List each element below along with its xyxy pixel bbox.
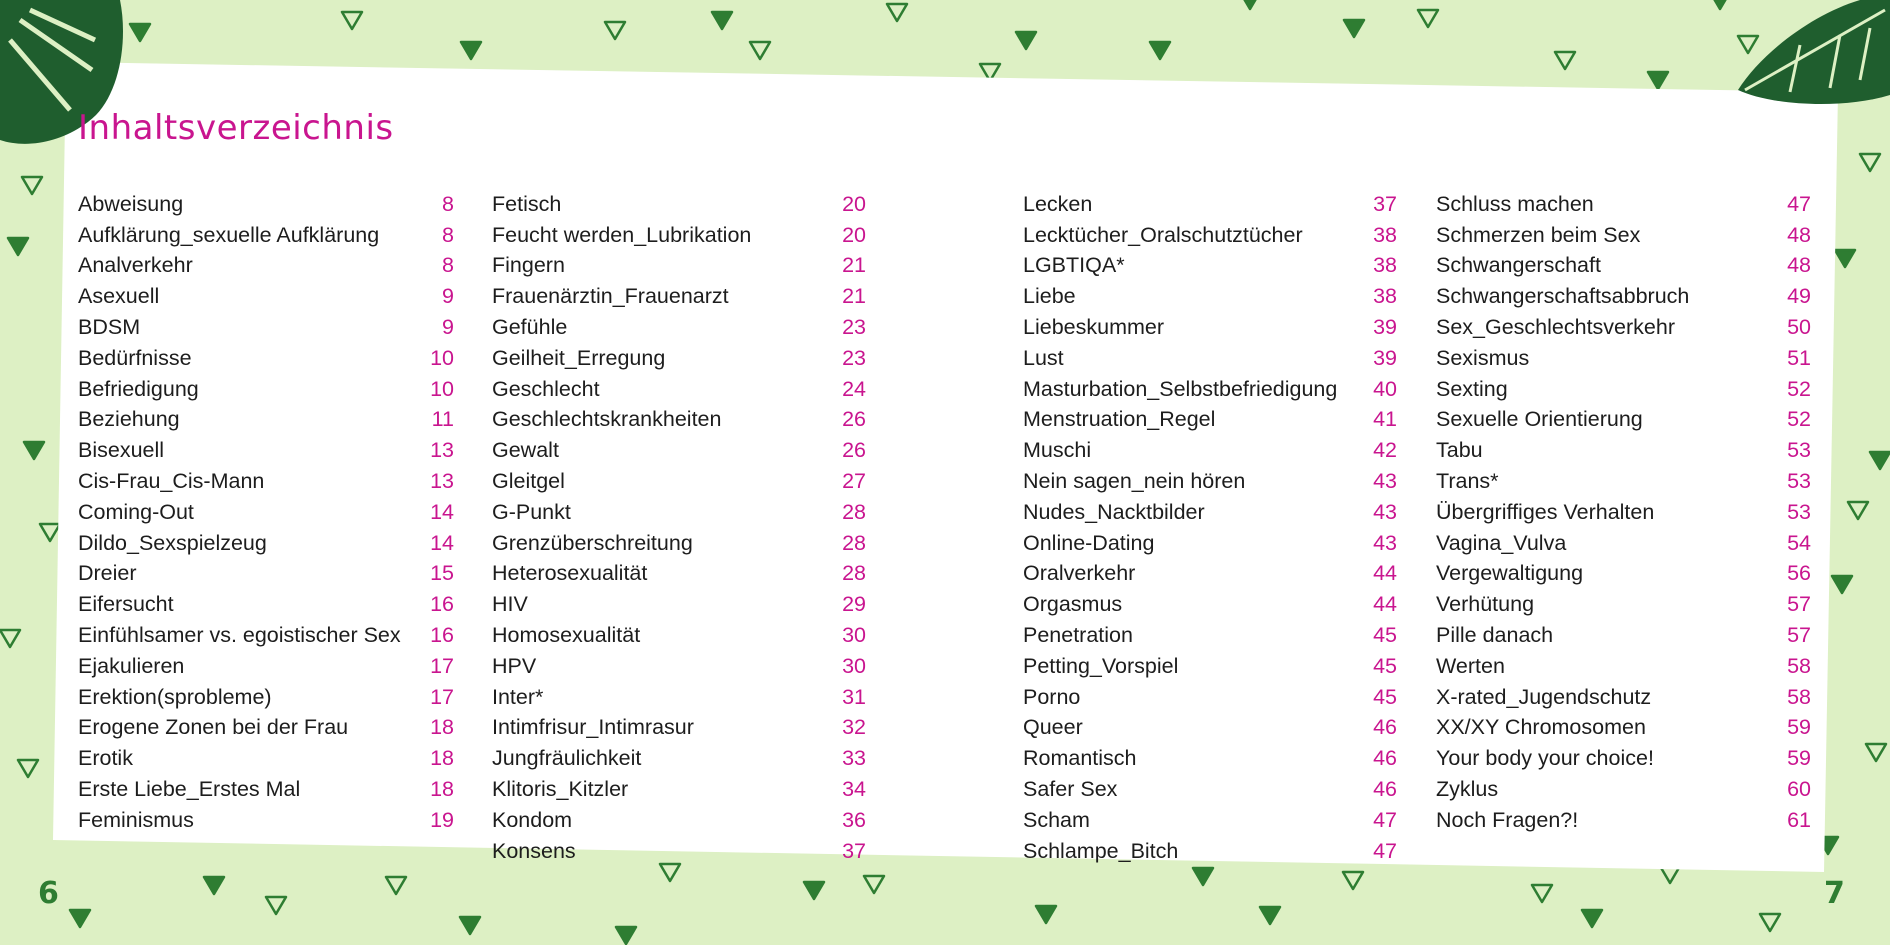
entry-page-number: 18 bbox=[430, 777, 454, 802]
index-entry bbox=[1023, 374, 1397, 405]
entry-page-number: 60 bbox=[1787, 777, 1811, 802]
entry-title: Erektion(sprobleme) bbox=[78, 684, 272, 709]
entry-page-number: 41 bbox=[1373, 407, 1397, 432]
index-entry bbox=[1436, 589, 1811, 620]
entry-page-number: 37 bbox=[1373, 191, 1397, 216]
index-entry bbox=[1436, 559, 1811, 590]
index-entry bbox=[492, 497, 866, 528]
entry-title: HIV bbox=[492, 592, 528, 617]
entry-title: Romantisch bbox=[1023, 746, 1137, 771]
entry-title: Kondom bbox=[492, 807, 573, 832]
entry-page-number: 13 bbox=[430, 469, 454, 494]
index-entry bbox=[1023, 589, 1397, 620]
entry-page-number: 54 bbox=[1787, 530, 1811, 555]
entry-title: Tabu bbox=[1436, 438, 1483, 463]
index-entry bbox=[1023, 528, 1397, 559]
entry-page-number: 45 bbox=[1373, 684, 1397, 709]
entry-title: Fetisch bbox=[492, 191, 562, 216]
entry-page-number: 9 bbox=[442, 315, 454, 340]
entry-page-number: 36 bbox=[842, 807, 866, 832]
entry-title: Liebeskummer bbox=[1023, 315, 1164, 340]
index-entry bbox=[492, 620, 866, 651]
entry-title: Erotik bbox=[78, 746, 133, 771]
index-entry bbox=[1023, 312, 1397, 343]
entry-page-number: 32 bbox=[842, 715, 866, 740]
entry-title: Einfühlsamer vs. egoistischer Sex bbox=[78, 623, 401, 648]
entry-page-number: 23 bbox=[842, 345, 866, 370]
entry-title: Coming-Out bbox=[78, 499, 194, 524]
entry-title: Safer Sex bbox=[1023, 777, 1118, 802]
entry-title: Erste Liebe_Erstes Mal bbox=[78, 777, 301, 802]
index-entry bbox=[1023, 836, 1397, 867]
index-entry bbox=[1436, 312, 1811, 343]
index-entry bbox=[492, 251, 866, 282]
entry-title: Trans* bbox=[1436, 469, 1499, 494]
entry-title: Petting_Vorspiel bbox=[1023, 653, 1179, 678]
entry-title: Sex_Geschlechtsverkehr bbox=[1436, 315, 1675, 340]
entry-title: Geilheit_Erregung bbox=[492, 345, 666, 370]
index-entry bbox=[1436, 281, 1811, 312]
entry-title: Beziehung bbox=[78, 407, 180, 432]
index-entry bbox=[492, 774, 866, 805]
entry-title: HPV bbox=[492, 653, 537, 678]
entry-title: Schluss machen bbox=[1436, 191, 1594, 216]
entry-title: Oralverkehr bbox=[1023, 561, 1136, 586]
entry-page-number: 30 bbox=[842, 653, 866, 678]
entry-page-number: 52 bbox=[1787, 407, 1811, 432]
index-column-2 bbox=[492, 189, 866, 867]
entry-title: Homosexualität bbox=[492, 623, 641, 648]
index-entry bbox=[78, 805, 454, 836]
entry-page-number: 14 bbox=[430, 499, 454, 524]
entry-page-number: 28 bbox=[842, 561, 866, 586]
index-column-1 bbox=[78, 189, 454, 836]
entry-page-number: 59 bbox=[1787, 746, 1811, 771]
entry-title: Verhütung bbox=[1436, 592, 1535, 617]
entry-title: G-Punkt bbox=[492, 499, 571, 524]
index-entry bbox=[1436, 497, 1811, 528]
entry-title: Bisexuell bbox=[78, 438, 165, 463]
entry-title: Ejakulieren bbox=[78, 653, 185, 678]
entry-title: Feucht werden_Lubrikation bbox=[492, 222, 752, 247]
entry-page-number: 14 bbox=[430, 530, 454, 555]
index-entry bbox=[1436, 528, 1811, 559]
entry-page-number: 47 bbox=[1373, 807, 1397, 832]
entry-page-number: 58 bbox=[1787, 684, 1811, 709]
entry-title: Queer bbox=[1023, 715, 1083, 740]
entry-title: Erogene Zonen bei der Frau bbox=[78, 715, 349, 740]
entry-page-number: 43 bbox=[1373, 530, 1397, 555]
entry-title: Lecken bbox=[1023, 191, 1093, 216]
entry-page-number: 57 bbox=[1787, 592, 1811, 617]
entry-title: Gewalt bbox=[492, 438, 559, 463]
entry-page-number: 38 bbox=[1373, 284, 1397, 309]
entry-page-number: 20 bbox=[842, 191, 866, 216]
index-entry bbox=[1023, 713, 1397, 744]
entry-page-number: 18 bbox=[430, 715, 454, 740]
index-entry bbox=[1023, 620, 1397, 651]
index-entry bbox=[492, 713, 866, 744]
entry-page-number: 48 bbox=[1787, 253, 1811, 278]
entry-page-number: 19 bbox=[430, 807, 454, 832]
entry-page-number: 20 bbox=[842, 222, 866, 247]
index-entry bbox=[1436, 220, 1811, 251]
entry-title: Grenzüberschreitung bbox=[492, 530, 693, 555]
index-entry bbox=[78, 312, 454, 343]
index-entry bbox=[1436, 435, 1811, 466]
entry-page-number: 8 bbox=[442, 253, 454, 278]
index-entry bbox=[78, 528, 454, 559]
entry-title: Konsens bbox=[492, 838, 576, 863]
index-entry bbox=[1023, 682, 1397, 713]
index-entry bbox=[1023, 343, 1397, 374]
entry-page-number: 15 bbox=[430, 561, 454, 586]
entry-page-number: 43 bbox=[1373, 499, 1397, 524]
index-entry bbox=[78, 189, 454, 220]
entry-page-number: 46 bbox=[1373, 746, 1397, 771]
entry-page-number: 44 bbox=[1373, 561, 1397, 586]
entry-page-number: 38 bbox=[1373, 253, 1397, 278]
index-entry bbox=[1436, 251, 1811, 282]
index-entry bbox=[1023, 220, 1397, 251]
entry-page-number: 53 bbox=[1787, 499, 1811, 524]
index-entry bbox=[1436, 651, 1811, 682]
entry-title: Abweisung bbox=[78, 191, 184, 216]
entry-title: Your body your choice! bbox=[1436, 746, 1654, 771]
entry-page-number: 28 bbox=[842, 530, 866, 555]
index-entry bbox=[492, 589, 866, 620]
entry-page-number: 58 bbox=[1787, 653, 1811, 678]
entry-page-number: 49 bbox=[1787, 284, 1811, 309]
entry-title: XX/XY Chromosomen bbox=[1436, 715, 1646, 740]
index-entry bbox=[78, 559, 454, 590]
entry-title: Penetration bbox=[1023, 623, 1133, 648]
entry-page-number: 26 bbox=[842, 438, 866, 463]
index-entry bbox=[492, 836, 866, 867]
entry-page-number: 61 bbox=[1787, 807, 1811, 832]
entry-page-number: 45 bbox=[1373, 623, 1397, 648]
entry-page-number: 43 bbox=[1373, 469, 1397, 494]
entry-title: Pille danach bbox=[1436, 623, 1554, 648]
entry-title: Orgasmus bbox=[1023, 592, 1123, 617]
entry-title: LGBTIQA* bbox=[1023, 253, 1125, 278]
entry-title: Intimfrisur_Intimrasur bbox=[492, 715, 694, 740]
index-entry bbox=[492, 528, 866, 559]
entry-title: Schmerzen beim Sex bbox=[1436, 222, 1641, 247]
index-column-3 bbox=[1023, 189, 1397, 867]
index-entry bbox=[492, 682, 866, 713]
index-entry bbox=[1023, 281, 1397, 312]
index-entry bbox=[492, 343, 866, 374]
entry-page-number: 13 bbox=[430, 438, 454, 463]
index-entry bbox=[78, 743, 454, 774]
entry-title: BDSM bbox=[78, 315, 141, 340]
entry-title: Masturbation_Selbstbefriedigung bbox=[1023, 376, 1338, 401]
entry-page-number: 47 bbox=[1373, 838, 1397, 863]
entry-page-number: 10 bbox=[430, 376, 454, 401]
entry-title: Frauenärztin_Frauenarzt bbox=[492, 284, 729, 309]
entry-title: Sexismus bbox=[1436, 345, 1530, 370]
entry-title: Menstruation_Regel bbox=[1023, 407, 1216, 432]
index-entry bbox=[492, 312, 866, 343]
entry-title: Klitoris_Kitzler bbox=[492, 777, 629, 802]
index-entry bbox=[78, 651, 454, 682]
entry-page-number: 16 bbox=[430, 592, 454, 617]
entry-page-number: 21 bbox=[842, 284, 866, 309]
entry-page-number: 45 bbox=[1373, 653, 1397, 678]
entry-title: Scham bbox=[1023, 807, 1090, 832]
entry-page-number: 26 bbox=[842, 407, 866, 432]
entry-title: Lecktücher_Oralschutztücher bbox=[1023, 222, 1303, 247]
entry-title: Inter* bbox=[492, 684, 544, 709]
index-entry bbox=[1436, 682, 1811, 713]
index-column-4 bbox=[1436, 189, 1811, 836]
entry-page-number: 53 bbox=[1787, 469, 1811, 494]
index-entry bbox=[492, 220, 866, 251]
entry-title: X-rated_Jugendschutz bbox=[1436, 684, 1652, 709]
entry-title: Werten bbox=[1436, 653, 1505, 678]
index-entry bbox=[1023, 251, 1397, 282]
index-entry bbox=[1023, 435, 1397, 466]
entry-page-number: 17 bbox=[430, 684, 454, 709]
entry-page-number: 48 bbox=[1787, 222, 1811, 247]
index-entry bbox=[78, 589, 454, 620]
entry-page-number: 9 bbox=[442, 284, 454, 309]
index-entry bbox=[1023, 805, 1397, 836]
index-entry bbox=[1436, 774, 1811, 805]
index-entry bbox=[78, 713, 454, 744]
entry-page-number: 8 bbox=[442, 191, 454, 216]
index-entry bbox=[1023, 466, 1397, 497]
entry-page-number: 44 bbox=[1373, 592, 1397, 617]
entry-title: Noch Fragen?! bbox=[1436, 807, 1579, 832]
entry-page-number: 46 bbox=[1373, 777, 1397, 802]
entry-title: Übergriffiges Verhalten bbox=[1436, 499, 1655, 524]
entry-page-number: 56 bbox=[1787, 561, 1811, 586]
index-entry bbox=[1436, 620, 1811, 651]
palm-leaf-icon bbox=[1738, 0, 1890, 104]
index-entry bbox=[78, 405, 454, 436]
entry-title: Geschlechtskrankheiten bbox=[492, 407, 722, 432]
index-entry bbox=[492, 405, 866, 436]
entry-page-number: 31 bbox=[842, 684, 866, 709]
index-entry bbox=[78, 466, 454, 497]
index-entry bbox=[1023, 405, 1397, 436]
entry-page-number: 28 bbox=[842, 499, 866, 524]
entry-title: Muschi bbox=[1023, 438, 1092, 463]
entry-page-number: 40 bbox=[1373, 376, 1397, 401]
entry-page-number: 47 bbox=[1787, 191, 1811, 216]
index-entry bbox=[1436, 343, 1811, 374]
page-title: Inhaltsverzeichnis bbox=[78, 108, 394, 148]
entry-title: Liebe bbox=[1023, 284, 1076, 309]
entry-title: Schlampe_Bitch bbox=[1023, 838, 1179, 863]
index-entry bbox=[492, 374, 866, 405]
page-number-right: 7 bbox=[1824, 876, 1845, 911]
entry-title: Schwangerschaft bbox=[1436, 253, 1601, 278]
entry-page-number: 11 bbox=[431, 407, 454, 432]
entry-page-number: 23 bbox=[842, 315, 866, 340]
entry-title: Sexuelle Orientierung bbox=[1436, 407, 1643, 432]
index-entry bbox=[492, 651, 866, 682]
entry-page-number: 46 bbox=[1373, 715, 1397, 740]
entry-title: Bedürfnisse bbox=[78, 345, 192, 370]
entry-page-number: 24 bbox=[842, 376, 866, 401]
entry-page-number: 29 bbox=[842, 592, 866, 617]
index-entry bbox=[78, 343, 454, 374]
entry-title: Vergewaltigung bbox=[1436, 561, 1584, 586]
entry-title: Nein sagen_nein hören bbox=[1023, 469, 1246, 494]
entry-title: Fingern bbox=[492, 253, 565, 278]
index-entry bbox=[1023, 189, 1397, 220]
index-entry bbox=[78, 682, 454, 713]
index-entry bbox=[1023, 774, 1397, 805]
entry-page-number: 39 bbox=[1373, 315, 1397, 340]
entry-title: Porno bbox=[1023, 684, 1081, 709]
index-entry bbox=[492, 559, 866, 590]
entry-title: Zyklus bbox=[1436, 777, 1499, 802]
entry-title: Gefühle bbox=[492, 315, 568, 340]
entry-page-number: 38 bbox=[1373, 222, 1397, 247]
index-entry bbox=[1436, 189, 1811, 220]
index-entry bbox=[492, 435, 866, 466]
entry-title: Online-Dating bbox=[1023, 530, 1155, 555]
index-entry bbox=[1023, 559, 1397, 590]
entry-title: Jungfräulichkeit bbox=[492, 746, 642, 771]
index-entry bbox=[1436, 374, 1811, 405]
entry-page-number: 42 bbox=[1373, 438, 1397, 463]
entry-page-number: 50 bbox=[1787, 315, 1811, 340]
index-entry bbox=[1436, 805, 1811, 836]
index-entry bbox=[78, 281, 454, 312]
index-entry bbox=[78, 251, 454, 282]
index-entry bbox=[1023, 651, 1397, 682]
index-entry bbox=[78, 435, 454, 466]
index-entry bbox=[78, 774, 454, 805]
entry-title: Analverkehr bbox=[78, 253, 193, 278]
index-entry bbox=[78, 620, 454, 651]
entry-page-number: 17 bbox=[430, 653, 454, 678]
index-entry bbox=[78, 497, 454, 528]
entry-title: Feminismus bbox=[78, 807, 194, 832]
index-entry bbox=[492, 189, 866, 220]
entry-title: Gleitgel bbox=[492, 469, 565, 494]
entry-page-number: 57 bbox=[1787, 623, 1811, 648]
index-entry bbox=[492, 466, 866, 497]
entry-title: Geschlecht bbox=[492, 376, 600, 401]
entry-page-number: 27 bbox=[842, 469, 866, 494]
entry-title: Sexting bbox=[1436, 376, 1508, 401]
entry-page-number: 33 bbox=[842, 746, 866, 771]
entry-page-number: 52 bbox=[1787, 376, 1811, 401]
index-entry bbox=[1436, 713, 1811, 744]
entry-title: Dreier bbox=[78, 561, 137, 586]
index-entry bbox=[1436, 466, 1811, 497]
entry-title: Heterosexualität bbox=[492, 561, 648, 586]
entry-page-number: 16 bbox=[430, 623, 454, 648]
entry-page-number: 34 bbox=[842, 777, 866, 802]
index-entry bbox=[78, 374, 454, 405]
entry-title: Asexuell bbox=[78, 284, 160, 309]
entry-title: Eifersucht bbox=[78, 592, 174, 617]
entry-page-number: 30 bbox=[842, 623, 866, 648]
index-entry bbox=[1023, 497, 1397, 528]
entry-page-number: 51 bbox=[1787, 345, 1811, 370]
entry-page-number: 21 bbox=[842, 253, 866, 278]
entry-title: Schwangerschaftsabbruch bbox=[1436, 284, 1690, 309]
index-entry bbox=[78, 220, 454, 251]
entry-page-number: 39 bbox=[1373, 345, 1397, 370]
entry-title: Dildo_Sexspielzeug bbox=[78, 530, 267, 555]
entry-title: Nudes_Nacktbilder bbox=[1023, 499, 1205, 524]
entry-page-number: 59 bbox=[1787, 715, 1811, 740]
entry-title: Cis-Frau_Cis-Mann bbox=[78, 469, 265, 494]
index-entry bbox=[1023, 743, 1397, 774]
entry-title: Vagina_Vulva bbox=[1436, 530, 1567, 555]
index-entry bbox=[492, 805, 866, 836]
entry-title: Lust bbox=[1023, 345, 1064, 370]
page-number-left: 6 bbox=[38, 876, 59, 911]
entry-page-number: 53 bbox=[1787, 438, 1811, 463]
index-entry bbox=[492, 743, 866, 774]
entry-page-number: 18 bbox=[430, 746, 454, 771]
entry-page-number: 37 bbox=[842, 838, 866, 863]
index-entry bbox=[1436, 743, 1811, 774]
index-entry bbox=[1436, 405, 1811, 436]
entry-title: Aufklärung_sexuelle Aufklärung bbox=[78, 222, 380, 247]
index-entry bbox=[492, 281, 866, 312]
entry-page-number: 10 bbox=[430, 345, 454, 370]
entry-title: Befriedigung bbox=[78, 376, 199, 401]
entry-page-number: 8 bbox=[442, 222, 454, 247]
